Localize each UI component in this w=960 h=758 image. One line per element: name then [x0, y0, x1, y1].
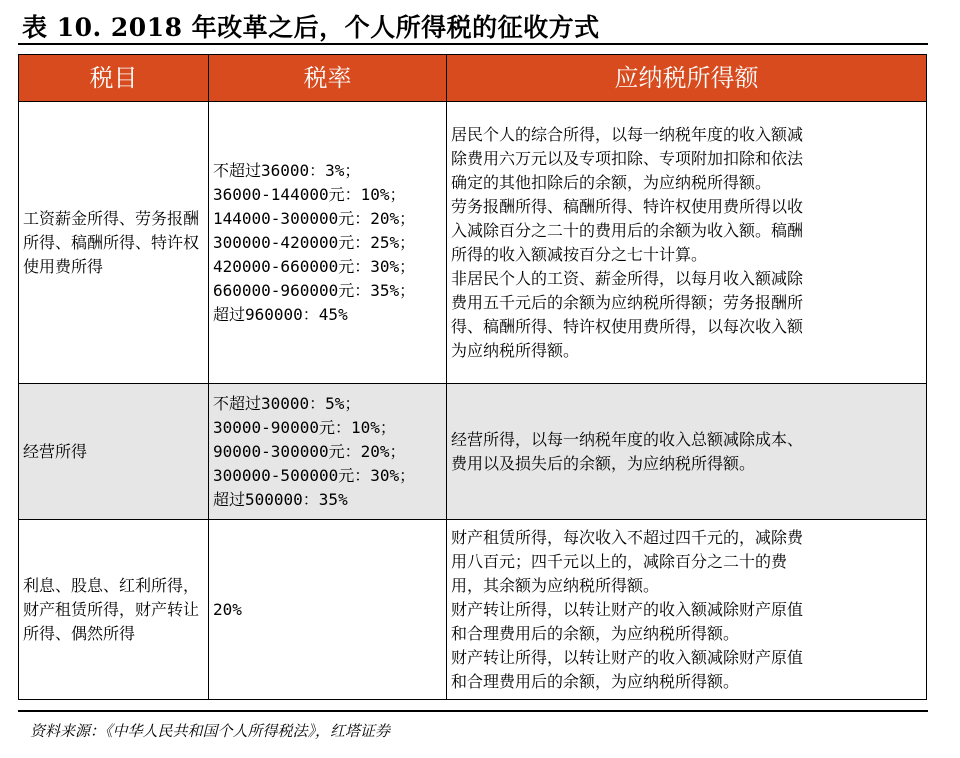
header-row [19, 55, 927, 102]
row-description [447, 102, 927, 384]
rate-line: 144000-300000元：20%； [213, 208, 416, 228]
header-taxable-income: 应纳税所得额 [447, 55, 927, 102]
desc-line: 居民个人的综合所得，以每一纳税年度的收入额减 [451, 124, 804, 144]
desc-line: 得、稿酬所得、特许权使用费所得，以每次收入额 [451, 316, 804, 336]
table-row [19, 102, 927, 384]
row-description [447, 384, 927, 520]
desc-line: 用八百元；四千元以上的，减除百分之二十的费 [451, 551, 788, 571]
desc-line: 为应纳税所得额。 [451, 340, 580, 360]
rate-line: 不超过30000：5%； [213, 393, 361, 413]
header-rate: 税率 [209, 55, 447, 102]
row-description [447, 520, 927, 700]
desc-line: 劳务报酬所得、稿酬所得、特许权使用费所得以收 [451, 196, 804, 216]
rate-line: 20% [213, 599, 242, 619]
row-rates [209, 520, 447, 700]
desc-line: 入减除百分之二十的费用后的余额为收入额。稿酬 [451, 220, 804, 240]
rate-line: 300000-420000元：25%； [213, 232, 416, 252]
rate-line: 660000-960000元：35%； [213, 280, 416, 300]
desc-line: 除费用六万元以及专项扣除、专项附加扣除和依法 [451, 148, 804, 168]
table-row [19, 520, 927, 700]
row-item: 工资薪金所得、劳务报酬所得、稿酬所得、特许权使用费所得 [19, 102, 209, 384]
bottom-divider [18, 710, 928, 712]
row-item: 经营所得 [19, 384, 209, 520]
rate-line: 90000-300000元：20%； [213, 441, 406, 461]
source-note: 资料来源：《中华人民共和国个人所得税法》，红塔证券 [30, 722, 391, 740]
rate-line: 不超过36000：3%； [213, 160, 361, 180]
desc-line: 非居民个人的工资、薪金所得，以每月收入额减除 [451, 268, 804, 288]
desc-line: 财产租赁所得，每次收入不超过四千元的，减除费 [451, 527, 804, 547]
desc-line: 财产转让所得，以转让财产的收入额减除财产原值 [451, 599, 804, 619]
rate-line: 420000-660000元：30%； [213, 256, 416, 276]
tax-table [18, 54, 927, 700]
row-item: 利息、股息、红利所得，财产租赁所得，财产转让所得、偶然所得 [19, 520, 209, 700]
desc-line: 费用以及损失后的余额，为应纳税所得额。 [451, 453, 756, 473]
rate-line: 300000-500000元：30%； [213, 465, 416, 485]
desc-line: 用，其余额为应纳税所得额。 [451, 575, 660, 595]
desc-line: 费用五千元后的余额为应纳税所得额；劳务报酬所 [451, 292, 804, 312]
title-divider [18, 43, 928, 45]
desc-line: 确定的其他扣除后的余额，为应纳税所得额。 [451, 172, 772, 192]
desc-line: 和合理费用后的余额，为应纳税所得额。 [451, 623, 740, 643]
rate-line: 超过500000：35% [213, 489, 348, 509]
rate-line: 超过960000：45% [213, 304, 348, 324]
rate-line: 36000-144000元：10%； [213, 184, 406, 204]
header-item: 税目 [19, 55, 209, 102]
desc-line: 和合理费用后的余额，为应纳税所得额。 [451, 671, 740, 691]
desc-line: 财产转让所得，以转让财产的收入额减除财产原值 [451, 647, 804, 667]
table-row [19, 384, 927, 520]
desc-line: 经营所得，以每一纳税年度的收入总额减除成本、 [451, 429, 804, 449]
row-rates [209, 102, 447, 384]
row-rates [209, 384, 447, 520]
table-title: 表 10. 2018 年改革之后，个人所得税的征收方式 [22, 13, 600, 42]
rate-line: 30000-90000元：10%； [213, 417, 396, 437]
desc-line: 所得的收入额减按百分之七十计算。 [451, 244, 708, 264]
